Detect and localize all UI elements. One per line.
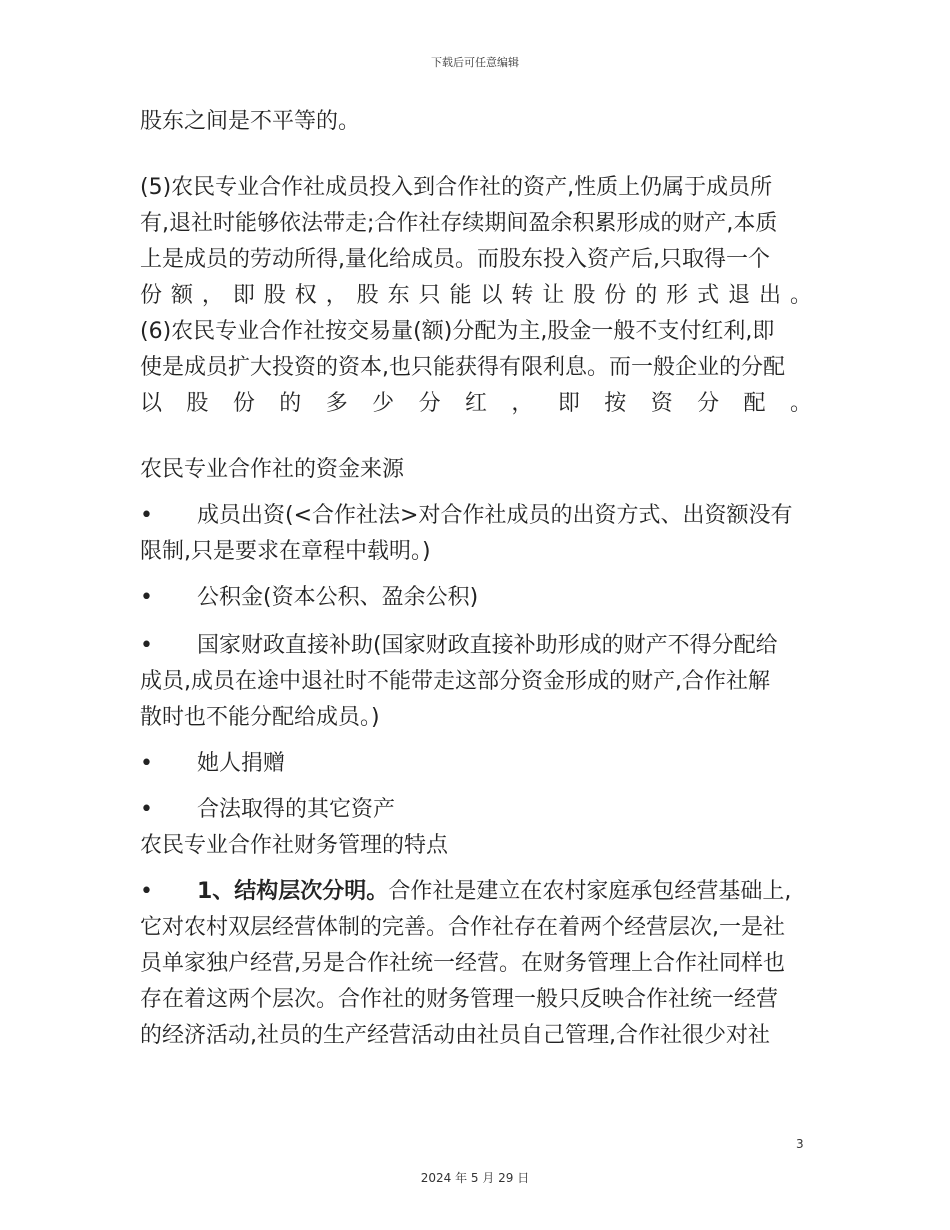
paragraph-5: [140, 170, 812, 314]
bullet-icon: •: [140, 503, 153, 528]
list-item-text: 的经济活动,社员的生产经营活动由社员自己管理,合作社很少对社: [140, 1023, 770, 1048]
page-header: 下载后可任意编辑: [431, 56, 519, 69]
paragraph-line: (6)农民专业合作社按交易量(额)分配为主,股金一般不支付红利,即: [140, 319, 775, 344]
list-item-text: 她人捐赠: [197, 751, 286, 776]
list-item-text: 国家财政直接补助(国家财政直接补助形成的财产不得分配给: [197, 633, 778, 658]
list-item: [140, 498, 812, 570]
list-item: [140, 580, 812, 616]
paragraph-6: [140, 314, 812, 422]
bullet-icon: •: [140, 585, 153, 610]
list-item: [140, 792, 812, 828]
bullet-icon: •: [140, 751, 153, 776]
paragraph-line: (5)农民专业合作社成员投入到合作社的资产,性质上仍属于成员所: [140, 175, 773, 200]
list-item-text: 员单家独户经营,另是合作社统一经营。在财务管理上合作社同样也: [140, 951, 785, 976]
list-item: [140, 746, 812, 782]
list-item-text: 它对农村双层经营体制的完善。合作社存在着两个经营层次,一是社: [140, 915, 785, 940]
paragraph-line: 使是成员扩大投资的资本,也只能获得有限利息。而一般企业的分配: [140, 355, 785, 380]
section-title-funding: 农民专业合作社的资金来源: [140, 457, 405, 482]
list-item-text: 合法取得的其它资产: [197, 797, 396, 822]
paragraph-line: 上是成员的劳动所得,量化给成员。而股东投入资产后,只取得一个: [140, 247, 770, 272]
bullet-icon: •: [140, 633, 153, 658]
list-item-text: 散时也不能分配给成员。): [140, 705, 380, 730]
list-item-text: 限制,只是要求在章程中载明。): [140, 539, 431, 564]
list-item-text: 合作社是建立在农村家庭承包经营基础上,: [388, 879, 792, 904]
paragraph-line: 以股份的多少分红，即按资分配。: [140, 391, 812, 416]
page-number: 3: [796, 1137, 804, 1151]
list-item: [140, 874, 812, 1054]
list-item-text: 存在着这两个层次。合作社的财务管理一般只反映合作社统一经营: [140, 987, 779, 1012]
bullet-icon: •: [140, 797, 153, 822]
list-item: [140, 628, 812, 736]
document-body: [140, 104, 812, 1054]
list-item-text: 成员出资(<合作社法>对合作社成员的出资方式、出资额没有: [197, 503, 793, 528]
list-item-text: 成员,成员在途中退社时不能带走这部分资金形成的财产,合作社解: [140, 669, 770, 694]
section-title-finance: 农民专业合作社财务管理的特点: [140, 833, 449, 858]
paragraph-line: 份额，即股权，股东只能以转让股份的形式退出。: [140, 283, 812, 308]
paragraph-line: 有,退社时能够依法带走;合作社存续期间盈余积累形成的财产,本质: [140, 211, 778, 236]
page-footer-date: 2024 年 5 月 29 日: [420, 1171, 530, 1185]
paragraph-text: 股东之间是不平等的。: [140, 109, 361, 134]
list-item-heading: 1、结构层次分明。: [197, 879, 389, 904]
list-item-text: 公积金(资本公积、盈余公积): [197, 585, 479, 610]
bullet-icon: •: [140, 879, 153, 904]
